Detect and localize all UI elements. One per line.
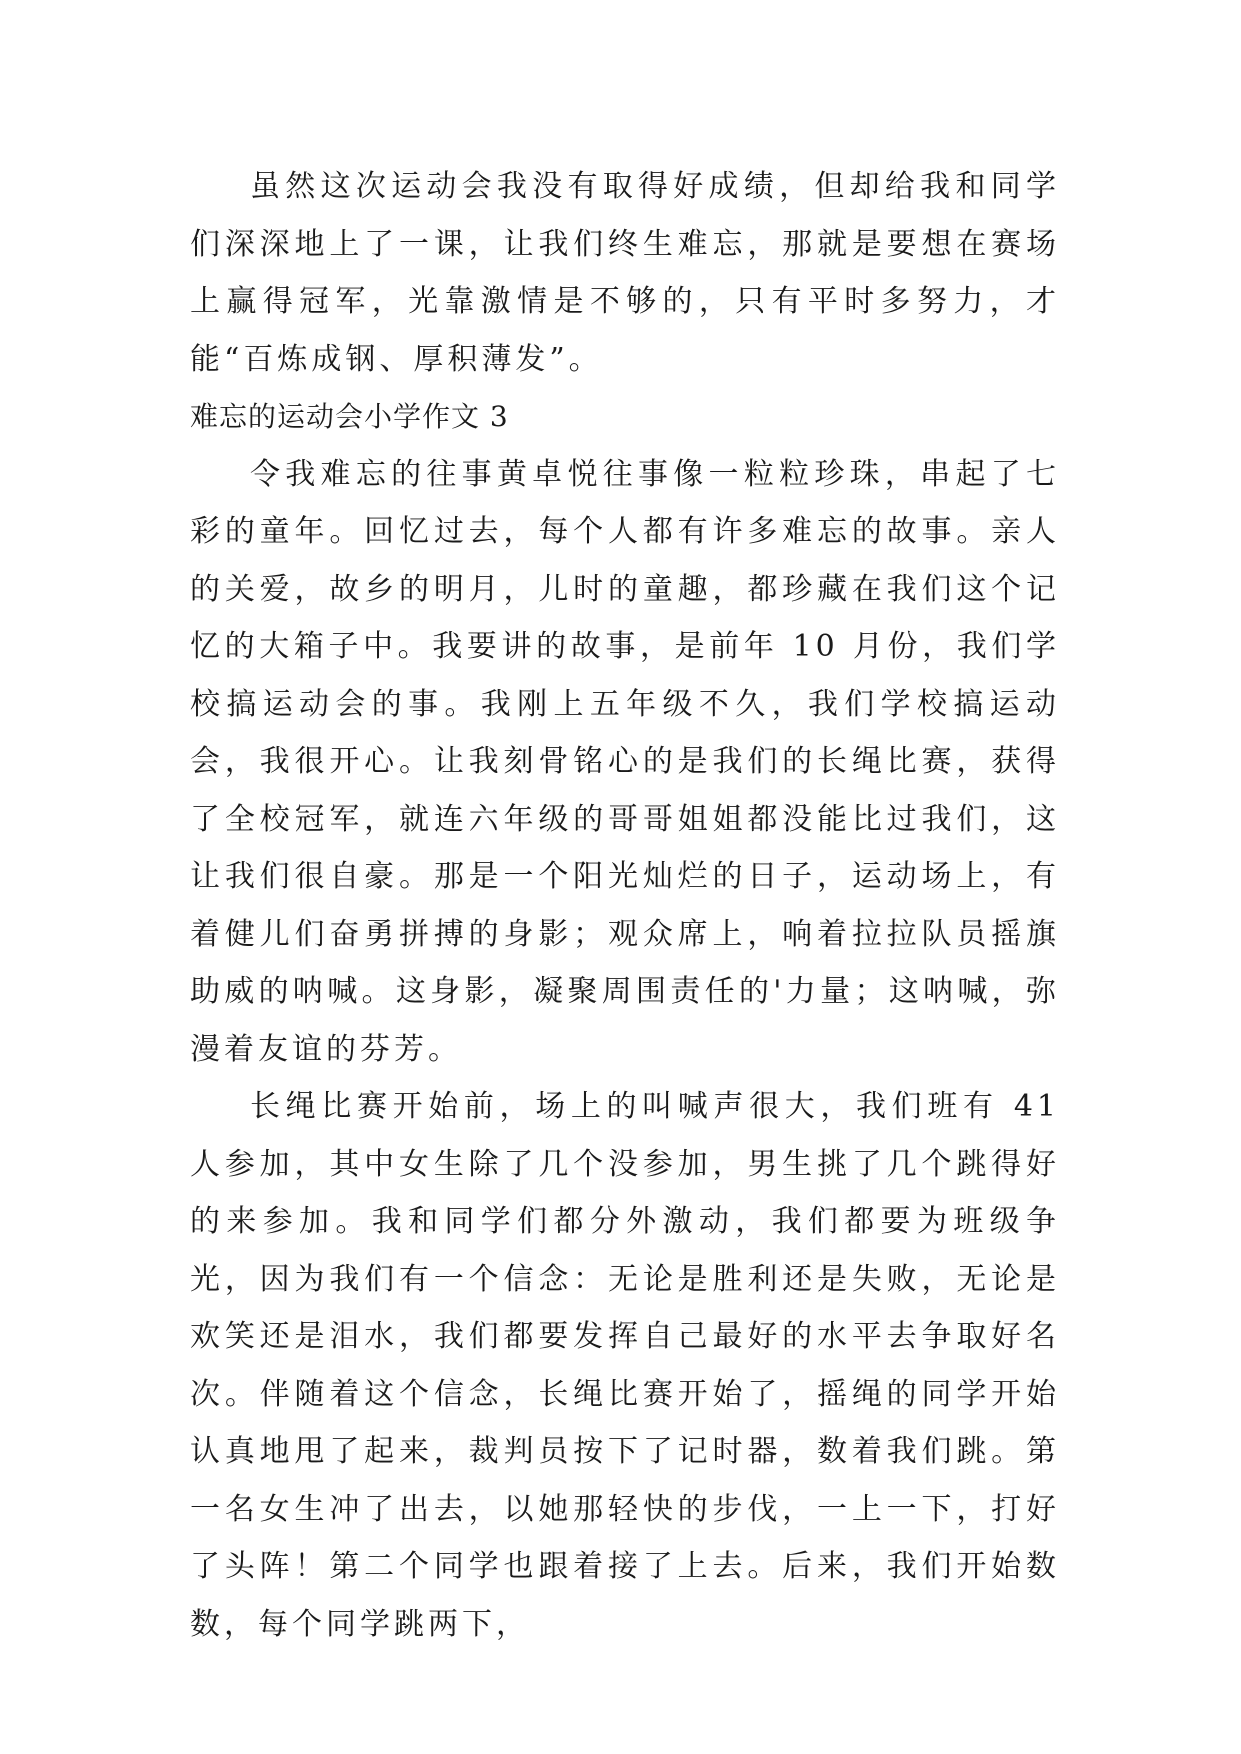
- paragraph-2: 令我难忘的往事黄卓悦往事像一粒粒珍珠，串起了七彩的童年。回忆过去，每个人都有许多难忘的故事。亲人的关爱，故乡的明月，儿时的童趣，都珍藏在我们这个记忆的大箱子中。我要讲的故事，是前年 10 月份，我们学校搞运动会的事。我刚上五年级不久，我们学校搞运动会，我很开心。让我刻骨铭心的是我们的长绳比赛，获得了全校冠军，就连六年级的哥哥姐姐都没能比过我们，这让我们很自豪。那是一个阳光灿烂的日子，运动场上，有着健儿们奋勇拼搏的身影；观众席上，响着拉拉队员摇旗助威的呐喊。这身影，凝聚周围责任的'力量；这呐喊，弥漫着友谊的芬芳。: [190, 456, 1060, 1067]
- section-heading: 难忘的运动会小学作文 3: [190, 400, 509, 433]
- paragraph-3: 长绳比赛开始前，场上的叫喊声很大，我们班有 41 人参加，其中女生除了几个没参加，男生挑了几个跳得好的来参加。我和同学们都分外激动，我们都要为班级争光，因为我们有一个信念：无论是胜利还是失败，无论是欢笑还是泪水，我们都要发挥自己最好的水平去争取好名次。伴随着这个信念，长绳比赛开始了，摇绳的同学开始认真地甩了起来，裁判员按下了记时器，数着我们跳。第一名女生冲了出去，以她那轻快的步伐，一上一下，打好了头阵！第二个同学也跟着接了上去。后来，我们开始数数，每个同学跳两下，: [190, 1089, 1060, 1642]
- document-body: [190, 158, 1060, 1653]
- paragraph-1: 虽然这次运动会我没有取得好成绩，但却给我和同学们深深地上了一课，让我们终生难忘，那就是要想在赛场上赢得冠军，光靠激情是不够的，只有平时多努力，才能“百炼成钢、厚积薄发”。: [190, 169, 1060, 377]
